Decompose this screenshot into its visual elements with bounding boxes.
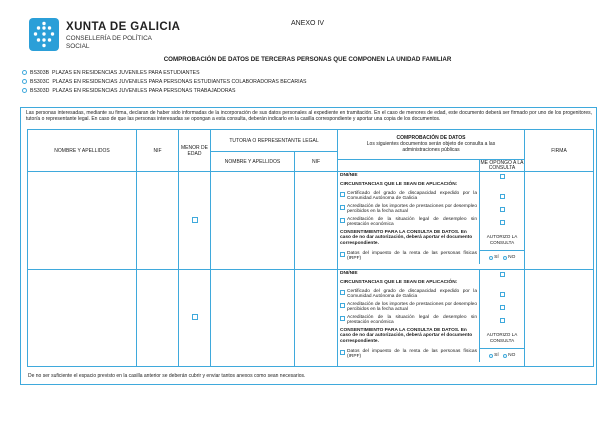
yes-radio[interactable] (489, 354, 493, 358)
tutor-nombre-field-row1[interactable] (211, 172, 295, 270)
family-members-table (27, 129, 594, 367)
oppose-dni-checkbox[interactable] (500, 174, 505, 179)
footer-note: De no ser suficiente el espacio previsto en la casilla anterior se deberán cubrir y enviar tantos anexos como sean necesarios. (28, 373, 306, 379)
oppose-desempleo-checkbox[interactable] (500, 318, 505, 323)
menor-edad-checkbox[interactable] (192, 217, 198, 223)
header-menor-edad: MENOR DE EDAD (179, 130, 211, 172)
header-tutor-nombre: NOMBRE Y APELLIDOS (211, 152, 295, 172)
procedure-radio[interactable] (22, 88, 27, 93)
procedure-radio[interactable] (22, 79, 27, 84)
authorize-yes-option (489, 255, 499, 260)
discapacidad-checkbox[interactable] (340, 290, 345, 295)
oppose-discapacidad-checkbox[interactable] (500, 194, 505, 199)
tutor-nombre-field-row2[interactable] (211, 270, 295, 367)
procedure-list (22, 68, 307, 95)
consent-heading: CONSENTIMIENTO PARA LA CONSULTA DE DATOS. En caso de no dar autorización, deberá aportar el documento correspondiente. (340, 230, 473, 246)
consent-heading: CONSENTIMIENTO PARA LA CONSULTA DE DATOS. En caso de no dar autorización, deberá aportar el documento correspondiente. (340, 328, 473, 344)
procedure-option-bs303b (22, 68, 307, 77)
procedure-option-bs303d (22, 86, 307, 95)
header-tutor-nif: NIF (295, 152, 338, 172)
header-nombre-apellidos: NOMBRE Y APELLIDOS (28, 130, 137, 172)
dni-label: DNI/NIE (340, 271, 358, 276)
authorize-label: AUTORIZO LA CONSULTA (486, 234, 518, 245)
nif-field-row2[interactable] (137, 270, 179, 367)
org-department-line1: CONSELLERÍA DE POLÍTICA (66, 35, 152, 42)
procedure-code: BS303D (30, 87, 50, 94)
annex-label: ANEXO IV (290, 20, 325, 27)
comprobacion-title: COMPROBACIÓN DE DATOS (396, 135, 466, 142)
procedure-option-bs303c (22, 77, 307, 86)
no-radio[interactable] (503, 354, 507, 358)
yes-label: SÍ (494, 353, 499, 358)
irpf-checkbox[interactable] (340, 252, 345, 257)
procedure-radio[interactable] (22, 70, 27, 75)
prestaciones-checkbox[interactable] (340, 205, 345, 210)
authorize-label: AUTORIZO LA CONSULTA (486, 332, 518, 343)
circumstances-heading: CIRCUNSTANCIAS QUE LE SEAN DE APLICACIÓN: (340, 182, 458, 187)
no-radio[interactable] (503, 256, 507, 260)
desempleo-checkbox[interactable] (340, 218, 345, 223)
procedure-code: BS303B (30, 69, 50, 76)
yes-radio[interactable] (489, 256, 493, 260)
prestaciones-checkbox[interactable] (340, 303, 345, 308)
header-nif: NIF (137, 130, 179, 172)
header-me-opongo: ME OPONGO A LA CONSULTA (480, 159, 524, 171)
nombre-apellidos-field-row1[interactable] (28, 172, 137, 270)
comprobacion-cell-row2 (338, 270, 525, 367)
prestaciones-label: Acreditación de los importes de prestaciones por desempleo percibidos en la fecha actual (347, 302, 477, 313)
discapacidad-label: Certificado del grado de discapacidad expedido por la Comunidad Autónoma de Galicia (347, 191, 477, 202)
authorize-no-option (503, 353, 516, 358)
oppose-discapacidad-checkbox[interactable] (500, 292, 505, 297)
header-comprobacion-datos (338, 130, 525, 160)
discapacidad-checkbox[interactable] (340, 192, 345, 197)
irpf-checkbox[interactable] (340, 350, 345, 355)
oppose-desempleo-checkbox[interactable] (500, 220, 505, 225)
nif-field-row1[interactable] (137, 172, 179, 270)
nombre-apellidos-field-row2[interactable] (28, 270, 137, 367)
org-department-line2: SOCIAL (66, 43, 90, 50)
header-tutor: TUTOR/A O REPRESENTANTE LEGAL (211, 130, 338, 152)
header-firma: FIRMA (525, 130, 594, 172)
prestaciones-label: Acreditación de los importes de prestaciones por desempleo percibidos en la fecha actual (347, 204, 477, 215)
procedure-label: PLAZAS EN RESIDENCIAS JUVENILES PARA PERSONAS ESTUDIANTES COLABORADORAS BECARIAS (52, 78, 307, 85)
desempleo-label: Acreditación de la situación legal de desempleo sin prestación económica (347, 217, 477, 228)
irpf-label: Datos del impuesto de la renta de las personas físicas (IRPF) (347, 251, 477, 262)
no-label: NO (508, 353, 516, 358)
menor-edad-checkbox[interactable] (192, 314, 198, 320)
no-label: NO (508, 255, 516, 260)
firma-cell-row2[interactable] (525, 270, 594, 367)
menor-edad-cell-row2 (179, 270, 211, 367)
form-body-box (20, 107, 597, 385)
header-comprobacion-spacer (338, 160, 480, 172)
authorize-yes-option (489, 353, 499, 358)
family-member-row-2 (28, 270, 594, 367)
comprobacion-cell-row1 (338, 172, 525, 270)
org-name: XUNTA DE GALICIA (66, 21, 181, 33)
irpf-label: Datos del impuesto de la renta de las personas físicas (IRPF) (347, 349, 477, 360)
dni-label: DNI/NIE (340, 173, 358, 178)
tutor-nif-field-row2[interactable] (295, 270, 338, 367)
firma-cell-row1[interactable] (525, 172, 594, 270)
desempleo-checkbox[interactable] (340, 316, 345, 321)
procedure-label: PLAZAS EN RESIDENCIAS JUVENILES PARA PERSONAS TRABAJADORAS (52, 87, 236, 94)
desempleo-label: Acreditación de la situación legal de desempleo sin prestación económica (347, 315, 477, 326)
menor-edad-cell-row1 (179, 172, 211, 270)
procedure-label: PLAZAS EN RESIDENCIAS JUVENILES PARA ESTUDIANTES (52, 69, 200, 76)
circumstances-heading: CIRCUNSTANCIAS QUE LE SEAN DE APLICACIÓN: (340, 280, 458, 285)
comprobacion-subtitle: Los siguientes documentos serán objeto de consulta a las administraciones públicas (366, 141, 496, 153)
family-member-row-1 (28, 172, 594, 270)
tutor-nif-field-row1[interactable] (295, 172, 338, 270)
authorize-no-option (503, 255, 516, 260)
form-title: COMPROBACIÓN DE DATOS DE TERCERAS PERSONAS QUE COMPONEN LA UNIDAD FAMILIAR (163, 56, 452, 63)
oppose-prestaciones-checkbox[interactable] (500, 305, 505, 310)
oppose-prestaciones-checkbox[interactable] (500, 207, 505, 212)
oppose-dni-checkbox[interactable] (500, 272, 505, 277)
procedure-code: BS303C (30, 78, 50, 85)
intro-paragraph: Las personas interesadas, mediante su firma, declaran de haber sido informadas de la incorporación de sus datos personales al expediente en tramitación. En el caso de menores de edad, este documento deberá ser firmado por uno de los progenitores, tutor/a o representante legal. En caso de que las personas interesadas se opongan a esta consulta, deberán indicarlo en la casilla correspondiente y aportar una copia de los documentos. (26, 110, 592, 123)
discapacidad-label: Certificado del grado de discapacidad expedido por la Comunidad Autónoma de Galicia (347, 289, 477, 300)
yes-label: SÍ (494, 255, 499, 260)
